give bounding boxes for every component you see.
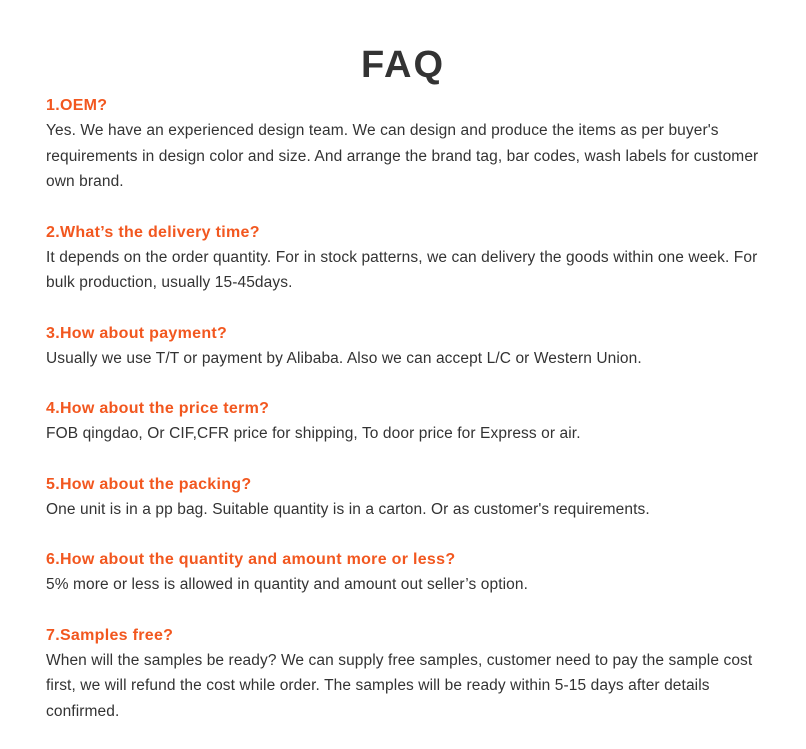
faq-question: 3.How about payment? <box>46 324 228 342</box>
faq-item-oem <box>46 93 776 195</box>
faq-question: 1.OEM? <box>46 97 108 114</box>
faq-answer: FOB qingdao, Or CIF,CFR price for shipping, To door price for Express or air. <box>46 425 581 442</box>
faq-answer: Yes. We have an experienced design team. We can design and produce the items as per buyer's requirements in design color and size. And arrange the brand tag, bar codes, wash labels for customer own brand. <box>46 122 759 190</box>
faq-question: 4.How about the price term? <box>46 400 270 417</box>
faq-answer: Usually we use T/T or payment by Alibaba. Also we can accept L/C or Western Union. <box>46 349 642 367</box>
faq-item-payment <box>46 321 776 372</box>
faq-answer: When will the samples be ready? We can supply free samples, customer need to pay the sample cost first, we will refund the cost while order. The samples will be ready within 5-15 days after details confirmed. <box>46 651 753 720</box>
page-title: FAQ <box>360 44 446 87</box>
faq-item-quantity <box>46 547 776 598</box>
faq-item-delivery-time <box>46 220 776 296</box>
faq-item-packing <box>46 472 776 523</box>
faq-item-samples <box>46 623 776 725</box>
faq-question: 6.How about the quantity and amount more or less? <box>46 551 456 568</box>
faq-answer: It depends on the order quantity. For in stock patterns, we can delivery the goods within one week. For bulk production, usually 15-45days. <box>46 248 758 291</box>
faq-question: 2.What’s the delivery time? <box>46 223 260 241</box>
faq-question: 7.Samples free? <box>46 626 174 644</box>
faq-list <box>46 93 776 749</box>
faq-answer: One unit is in a pp bag. Suitable quantity is in a carton. Or as customer's requirements. <box>46 500 650 518</box>
faq-item-price-term <box>46 396 776 447</box>
faq-question: 5.How about the packing? <box>46 475 252 493</box>
faq-answer: 5% more or less is allowed in quantity and amount out seller’s option. <box>46 576 529 593</box>
